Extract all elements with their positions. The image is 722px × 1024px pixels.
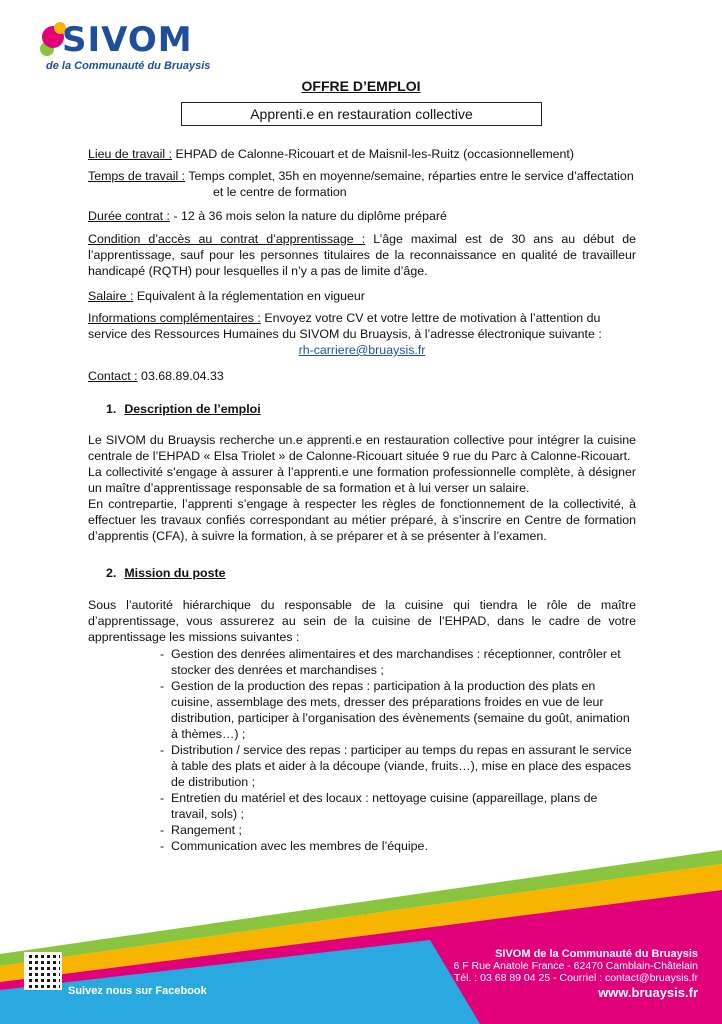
section-1-paragraph: Le SIVOM du Bruaysis recherche un.e apprenti.e en restauration collective pour intégrer la cuisine centrale de l’EHPAD « Elsa Triolet » de Calonne-Ricouart située 9 rue du Parc à Calonne-Ricouart. [88,433,636,463]
contact-label: Contact : [88,369,138,383]
condition-paragraph [88,231,636,279]
infos-value: Envoyez votre CV et votre lettre de motivation à l’attention du service des Ressources Humaines du SIVOM du Bruaysis, à l’adresse électronique suivante : [88,311,602,341]
mission-item: - Communication avec les membres de l’équipe. [160,838,636,854]
mission-item: - Entretien du matériel et des locaux : nettoyage cuisine (appareillage, plans de travail, sols) ; [160,790,636,822]
lieu-line [88,146,636,162]
logo-subtitle: de la Communauté du Bruaysis [46,60,211,72]
temps-label: Temps de travail : [88,169,186,183]
condition-value: L’âge maximal est de 30 ans au début de l’apprentissage, sauf pour les personnes titulaires de la reconnaissance en qualité de travailleur handicapé (RQTH) pour lesquelles il n’y a pas de limite d’âge. [88,232,636,278]
salaire-line [88,288,636,304]
section-1-paragraph: En contrepartie, l’apprenti s’engage à respecter les règles de fonctionnement de la collectivité, à effectuer les travaux confiés correspondant au métier préparé, à s’inscrire en Centre de formation d’apprentis (CFA), à suivre la formation, à se préparer et à se présenter à l’examen. [88,497,636,543]
mission-item: - Rangement ; [160,822,636,838]
footer-phone-email: Tél. : 03 68 89 04 25 - Courriel : contact@bruaysis.fr [453,972,698,984]
lieu-label: Lieu de travail : [88,147,173,161]
salaire-value: Equivalent à la réglementation en vigueur [136,289,365,303]
lieu-value: EHPAD de Calonne-Ricouart et de Maisnil-les-Ruitz (occasionnellement) [175,147,574,161]
mission-item: - Distribution / service des repas : participer au temps du repas en assurant le service à table des plats et aider à la découpe (viande, fruits…), mise en place des espaces de distribution ; [160,742,636,790]
section-1-title: Description de l’emploi [124,402,261,416]
infos-paragraph [88,310,636,358]
section-2-number: 2. [106,566,117,580]
job-title-box: Apprenti.e en restauration collective [181,102,542,126]
temps-value-2: et le centre de formation [213,185,347,199]
duree-value: - 12 à 36 mois selon la nature du diplôme préparé [173,209,447,223]
facebook-link[interactable]: Suivez nous sur Facebook [68,985,207,997]
mission-list [160,646,636,854]
sivom-logo [40,20,211,78]
temps-value-1: Temps complet, 35h en moyenne/semaine, réparties entre le service d’affectation [188,169,634,183]
page-title: OFFRE D’EMPLOI [301,78,421,94]
contact-value: 03.68.89.04.33 [141,369,224,383]
section-2-intro: Sous l’autorité hiérarchique du responsable de la cuisine qui tiendra le rôle de maître d’apprentissage, vous assurerez au sein de la cuisine de l’EHPAD, dans le cadre de votre apprentissage les missions suivantes : [88,598,636,644]
section-2-title: Mission du poste [124,566,226,580]
salaire-label: Salaire : [88,289,134,303]
footer-org-name: SIVOM de la Communauté du Bruaysis [495,948,698,960]
duree-label: Durée contrat : [88,209,170,223]
qr-code-icon[interactable] [24,952,62,990]
contact-line [88,368,636,384]
section-1-number: 1. [106,402,117,416]
section-2-heading [106,566,226,580]
footer-website-link[interactable]: www.bruaysis.fr [598,985,698,1000]
condition-label: Condition d’accès au contrat d’apprentissage : [88,232,366,246]
footer-address: 6 F Rue Anatole France - 62470 Camblain-Châtelain [453,960,698,972]
mission-item: - Gestion des denrées alimentaires et des marchandises : réceptionner, contrôler et stocker des denrées et marchandises ; [160,646,636,678]
infos-label: Informations complémentaires : [88,311,261,325]
section-1-body [88,432,636,544]
mission-item: - Gestion de la production des repas : participation à la production des plats en cuisine, assemblage des mets, dresser des préparations froides en vue de leur distribution, participer à l’organisation des évènements (semaine du goût, animation à thèmes…) ; [160,678,636,742]
duree-line [88,208,636,224]
email-link[interactable]: rh-carriere@bruaysis.fr [298,343,426,357]
section-1-heading [106,402,261,416]
section-1-paragraph: La collectivité s’engage à assurer à l’apprenti.e une formation professionnelle complète, à désigner un maître d’apprentissage responsable de sa formation et à lui verser un salaire. [88,465,636,495]
temps-line [88,168,636,200]
footer-address-block [453,948,698,984]
logo-wordmark: SIVOM [62,20,193,60]
